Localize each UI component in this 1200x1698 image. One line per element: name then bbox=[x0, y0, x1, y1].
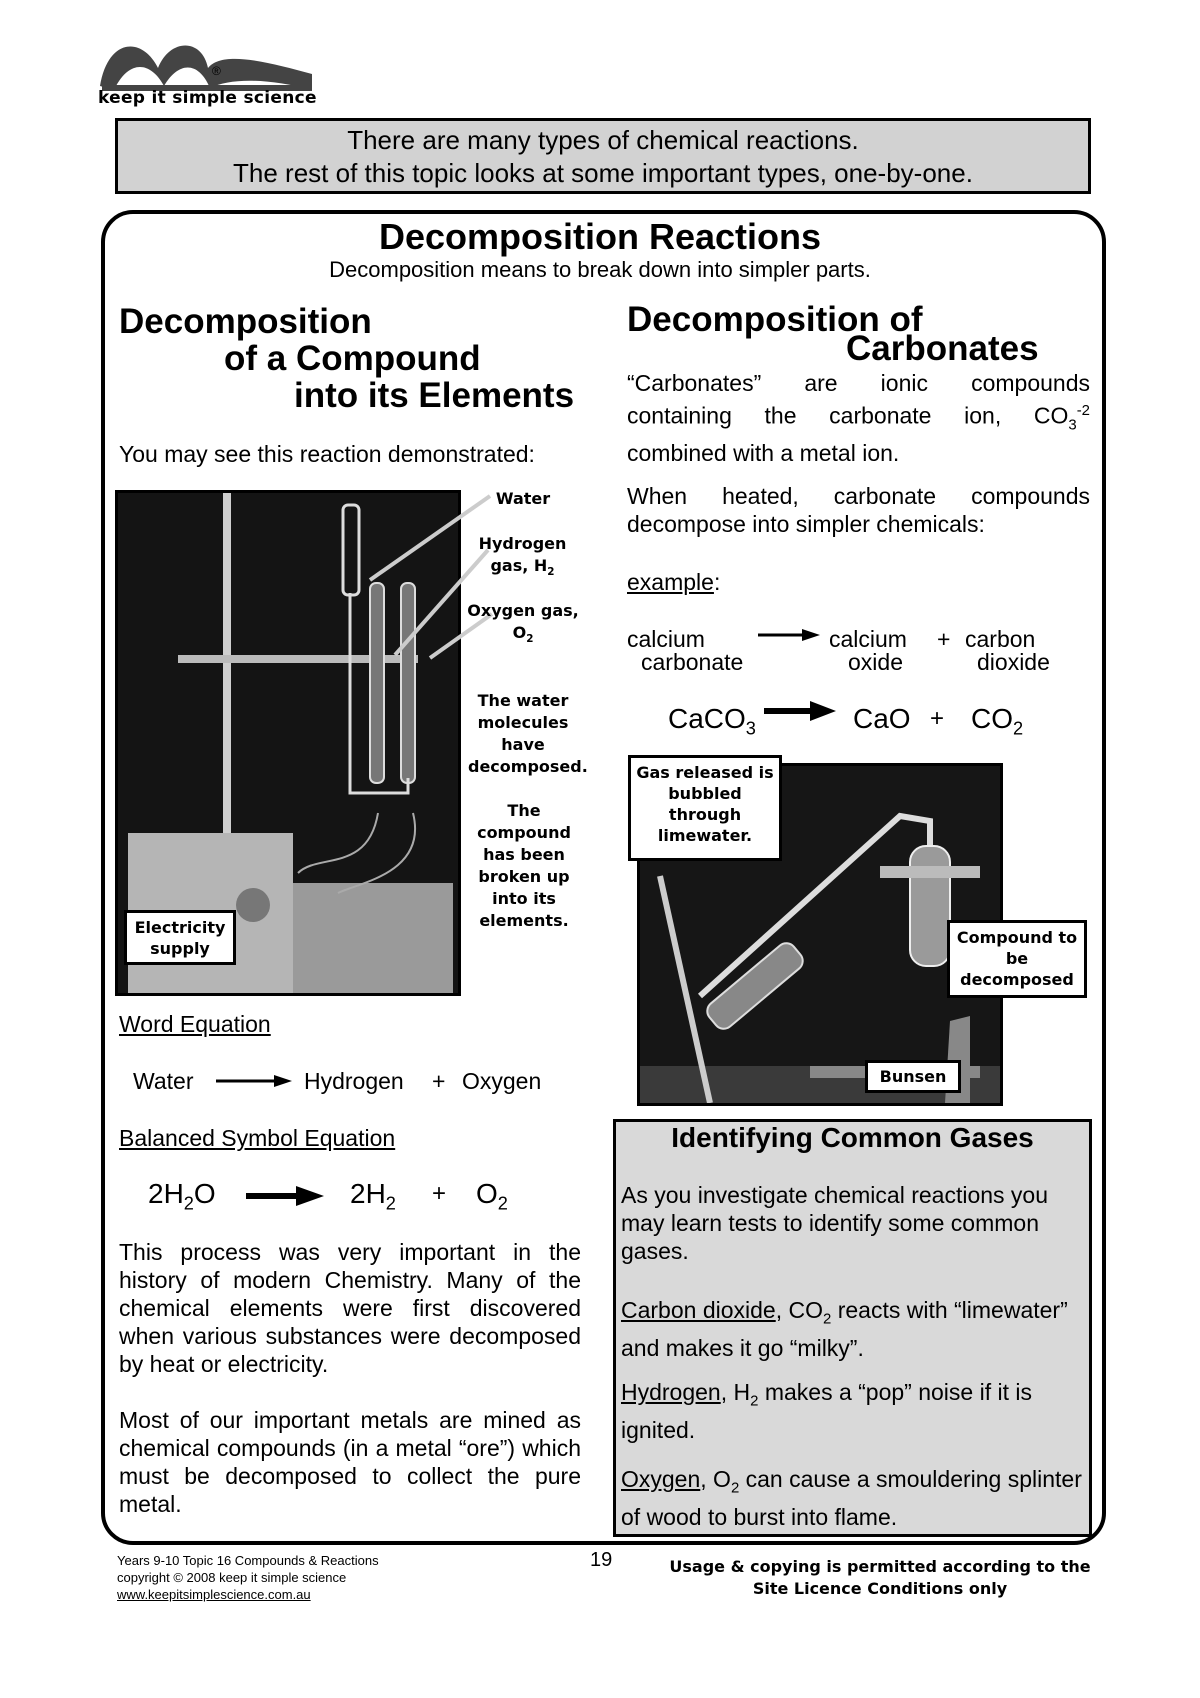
example-label bbox=[627, 568, 720, 596]
label-gas-released: Gas released is bubbled through limewater. bbox=[628, 755, 782, 861]
h2-name: Hydrogen bbox=[621, 1379, 721, 1405]
left-heading-line-2: of a Compound bbox=[224, 339, 481, 378]
banner-line-2: The rest of this topic looks at some important types, one-by-one. bbox=[233, 158, 973, 188]
usage-line-2: Site Licence Conditions only bbox=[752, 1579, 1008, 1598]
label-compound-to-decompose: Compound to be decomposed bbox=[947, 920, 1087, 998]
kiss-logo-icon bbox=[98, 32, 316, 96]
carb-symbol-reactant-sub: 3 bbox=[745, 718, 756, 739]
carb-symbol-reactant bbox=[668, 703, 756, 740]
logo-registered-mark: ® bbox=[212, 64, 221, 78]
carb-word-p2b: dioxide bbox=[977, 649, 1050, 675]
label-oxygen bbox=[467, 600, 579, 650]
section-title: Decomposition Reactions bbox=[378, 216, 822, 257]
label-bunsen: Bunsen bbox=[865, 1060, 961, 1093]
label-hydrogen-text: Hydrogen gas, H bbox=[478, 534, 567, 575]
gases-title: Identifying Common Gases bbox=[671, 1122, 1034, 1153]
gas-test-o2 bbox=[621, 1465, 1083, 1531]
symbol-eq-product-2-a: O bbox=[476, 1178, 498, 1209]
carb-symbol-p2-a: CO bbox=[971, 703, 1013, 734]
carb-symbol-plus: + bbox=[930, 705, 945, 732]
symbol-eq-product-2-sub: 2 bbox=[497, 1193, 508, 1214]
label-electricity-supply: Electricity supply bbox=[124, 910, 236, 965]
example-colon: : bbox=[713, 569, 721, 595]
symbol-eq-plus: + bbox=[432, 1180, 447, 1207]
carb-word-p1b: oxide bbox=[848, 649, 903, 675]
label-water: Water bbox=[495, 489, 551, 508]
banner-line-1: There are many types of chemical reactions. bbox=[347, 125, 859, 155]
left-heading-line-3: into its Elements bbox=[294, 376, 575, 415]
h2-formula-sub: 2 bbox=[750, 1392, 759, 1410]
carb-word-p1a: calcium bbox=[829, 626, 907, 652]
h2-test-text: makes a “pop” noise if it is ignited. bbox=[621, 1379, 1032, 1443]
o2-formula-sub: 2 bbox=[730, 1479, 740, 1497]
symbol-eq-reactant-b: O bbox=[193, 1178, 216, 1209]
symbol-eq-reactant bbox=[148, 1178, 216, 1215]
carbonate-sup: -2 bbox=[1076, 402, 1090, 419]
co2-formula-sub: 2 bbox=[823, 1310, 832, 1328]
symbol-eq-product-2 bbox=[476, 1178, 508, 1215]
note-water-decomposed: The water molecules have decomposed. bbox=[468, 691, 588, 776]
logo-text: keep it simple science bbox=[98, 88, 317, 108]
left-heading-line-1: Decomposition bbox=[119, 302, 372, 341]
carb-word-r2: carbonate bbox=[641, 649, 744, 675]
word-equation-heading: Word Equation bbox=[119, 1011, 271, 1037]
section-subtitle: Decomposition means to break down into simpler parts. bbox=[329, 257, 871, 282]
page-number: 19 bbox=[590, 1549, 613, 1571]
co2-name: Carbon dioxide bbox=[621, 1297, 776, 1323]
word-eq-product-2: Oxygen bbox=[462, 1068, 542, 1094]
symbol-eq-product-1 bbox=[350, 1178, 396, 1215]
carbonates-intro bbox=[627, 369, 1090, 467]
label-hydrogen bbox=[470, 533, 575, 583]
carbonate-bold-arrow-icon bbox=[764, 700, 836, 722]
symbol-eq-reactant-a: 2H bbox=[148, 1178, 184, 1209]
label-oxygen-text: Oxygen gas, O bbox=[467, 601, 579, 642]
symbol-eq-product-1-sub: 2 bbox=[385, 1193, 396, 1214]
gas-test-co2 bbox=[621, 1296, 1083, 1362]
o2-name: Oxygen bbox=[621, 1466, 701, 1492]
carb-symbol-reactant-a: CaCO bbox=[668, 703, 746, 734]
o2-test-text: can cause a smouldering splinter of wood to burst into flame. bbox=[621, 1466, 1082, 1530]
footer-website-link[interactable]: www.keepitsimplescience.com.au bbox=[117, 1587, 311, 1602]
footer-copyright: copyright © 2008 keep it simple science bbox=[117, 1570, 347, 1585]
carb-word-plus: + bbox=[937, 626, 951, 652]
carb-symbol-p1: CaO bbox=[853, 703, 911, 734]
footer-topic: Years 9-10 Topic 16 Compounds & Reactions bbox=[117, 1553, 379, 1568]
heated-paragraph: When heated, carbonate compounds decompose into simpler chemicals: bbox=[627, 483, 1090, 537]
carbonate-sub: 3 bbox=[1068, 416, 1077, 434]
carb-symbol-p2 bbox=[971, 703, 1023, 740]
usage-line-1: Usage & copying is permitted according to the bbox=[669, 1557, 1091, 1576]
right-heading-line-2: Carbonates bbox=[846, 329, 1039, 368]
symbol-eq-reactant-sub: 2 bbox=[183, 1193, 194, 1214]
gas-test-h2 bbox=[621, 1378, 1083, 1444]
history-paragraph: This process was very important in the history of modern Chemistry. Many of the chemical elements were first discovered when various substances were decomposed by heat or electricity. bbox=[119, 1239, 581, 1377]
example-word: example bbox=[627, 569, 714, 595]
carb-word-r1: calcium bbox=[627, 626, 705, 652]
carb-symbol-p2-sub: 2 bbox=[1013, 718, 1024, 739]
co2-test-text: reacts with “limewater” and makes it go “milky”. bbox=[621, 1297, 1068, 1361]
intro-banner bbox=[115, 118, 1091, 194]
word-eq-reactant: Water bbox=[133, 1068, 194, 1094]
carb-word-p2a: carbon bbox=[965, 626, 1036, 652]
metals-paragraph: Most of our important metals are mined as chemical compounds (in a metal “ore”) which must be decomposed to collect the pure metal. bbox=[119, 1407, 581, 1517]
o2-formula-a: , O bbox=[700, 1466, 731, 1492]
note-compound-broken: The compound has been broken up into its elements. bbox=[477, 801, 571, 930]
bold-arrow-icon bbox=[246, 1185, 324, 1207]
left-intro: You may see this reaction demonstrated: bbox=[119, 441, 535, 467]
carbonate-word-arrow-icon bbox=[758, 628, 820, 642]
co2-formula-a: , CO bbox=[775, 1297, 823, 1323]
word-eq-product-1: Hydrogen bbox=[304, 1068, 404, 1094]
gases-intro: As you investigate chemical reactions you may learn tests to identify some common gases. bbox=[621, 1182, 1048, 1264]
symbol-eq-product-1-a: 2H bbox=[350, 1178, 386, 1209]
label-oxygen-sub: 2 bbox=[526, 633, 534, 646]
symbol-equation-heading: Balanced Symbol Equation bbox=[119, 1125, 396, 1151]
label-hydrogen-sub: 2 bbox=[547, 566, 555, 579]
carbonates-intro-b: combined with a metal ion. bbox=[627, 440, 900, 467]
h2-formula-a: , H bbox=[720, 1379, 751, 1405]
word-eq-plus: + bbox=[432, 1068, 446, 1094]
right-heading-line-1: Decomposition of bbox=[627, 300, 923, 339]
arrow-icon bbox=[216, 1073, 292, 1089]
carbonates-intro-a: “Carbonates” are ionic compounds containing the carbonate ion, CO bbox=[627, 370, 1090, 429]
